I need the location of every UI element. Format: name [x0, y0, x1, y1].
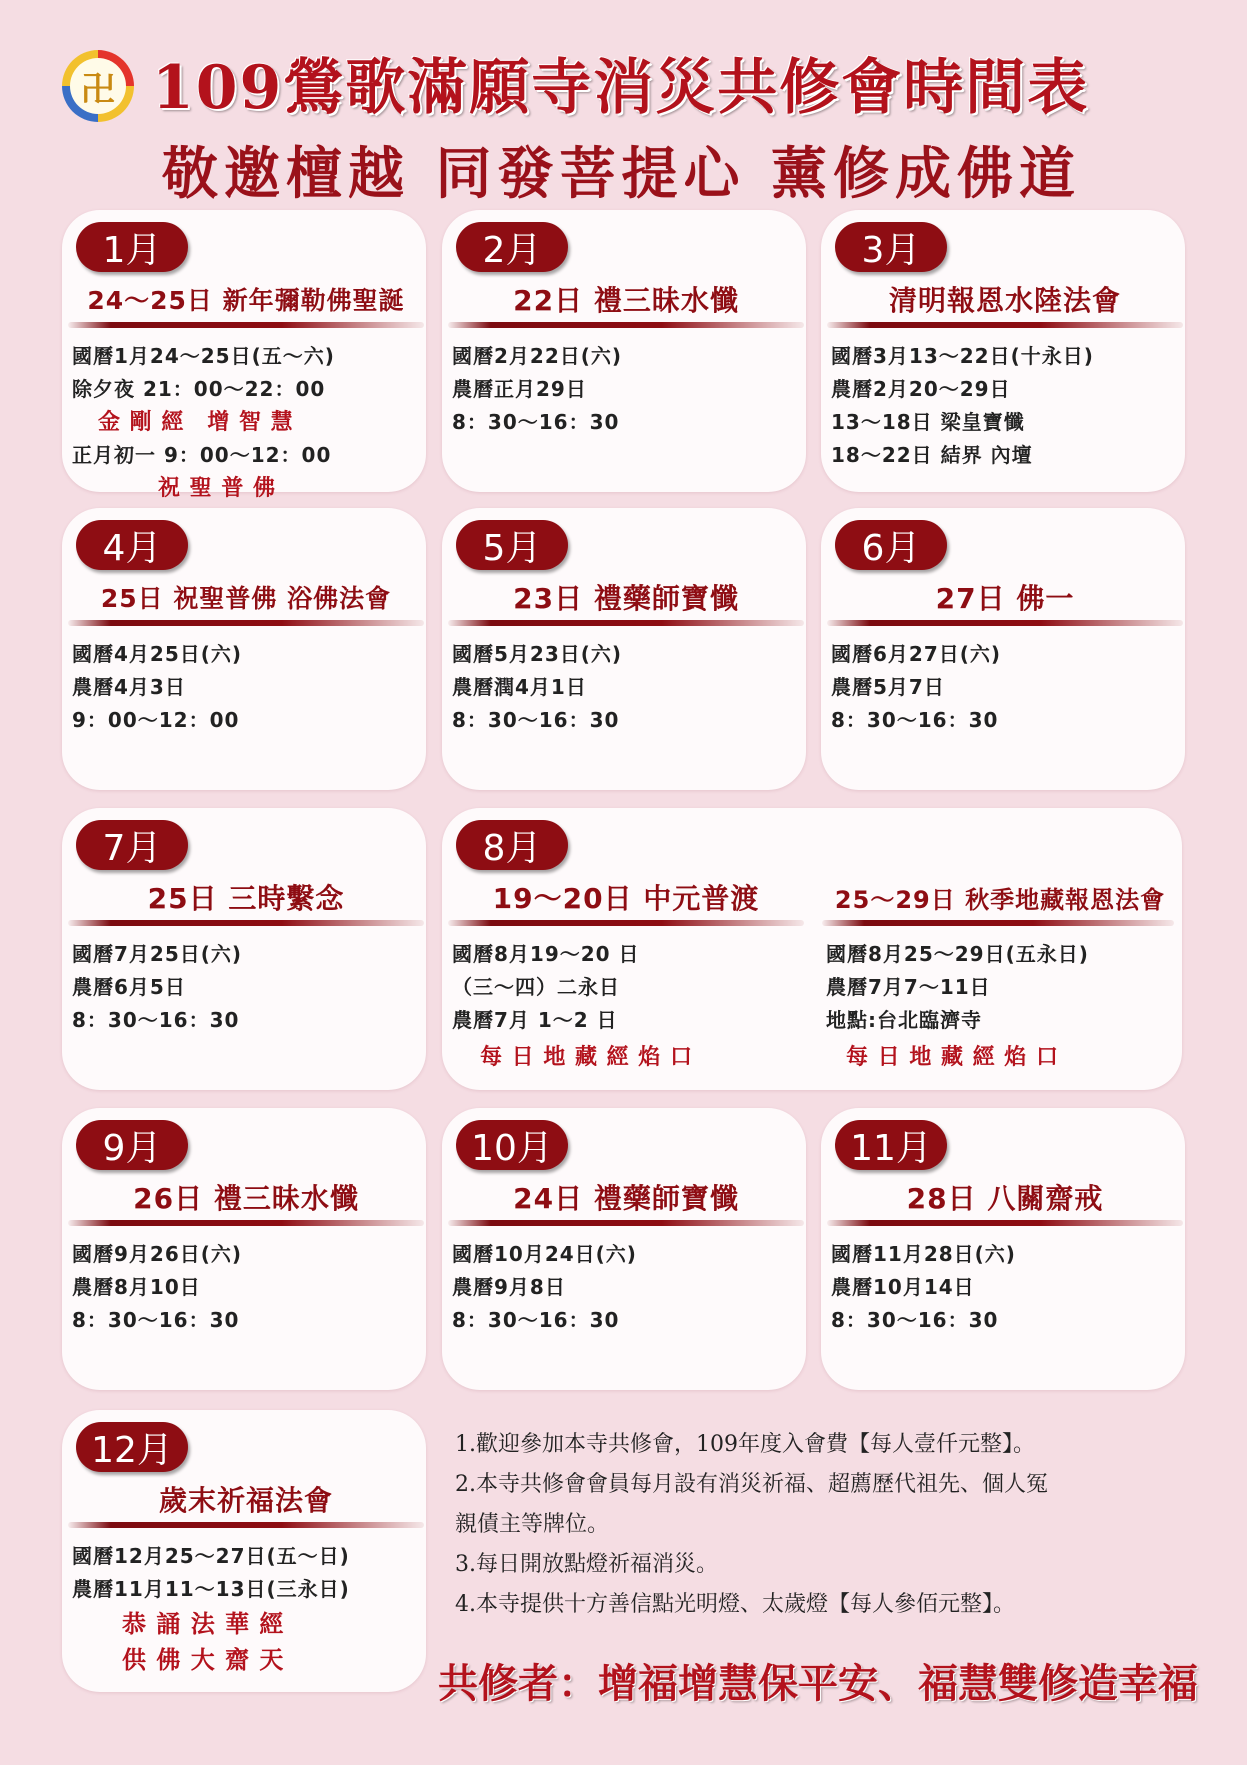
month-card-12 — [62, 1410, 426, 1692]
detail-line: （三～四）二永日 — [452, 975, 620, 999]
detail-line: 8：30～16：30 — [72, 1308, 240, 1332]
month-card-1 — [62, 210, 426, 501]
month-card-8 — [442, 808, 1182, 1090]
detail-line: 農曆10月14日 — [831, 1275, 975, 1299]
detail-line: 農曆7月 1～2 日 — [452, 1008, 618, 1032]
event-title-right: 25～29日 秋季地藏報恩法會 — [834, 885, 1166, 914]
month-card-10 — [442, 1108, 806, 1390]
detail-line: 國曆5月23日(六) — [452, 642, 623, 666]
page-title: 109鶯歌滿願寺消災共修會時間表 — [152, 53, 1090, 123]
detail-line: 國曆12月25～27日(五～日) — [72, 1544, 350, 1568]
month-badge: 9月 — [76, 1120, 188, 1170]
month-badge: 5月 — [456, 520, 568, 570]
event-title: 清明報恩水陸法會 — [888, 284, 1121, 317]
detail-line: 國曆11月28日(六) — [831, 1242, 1016, 1266]
detail-line: 農曆4月3日 — [72, 675, 186, 699]
month-badge: 2月 — [456, 222, 568, 272]
brush-stroke — [448, 920, 804, 926]
month-card-6 — [821, 508, 1185, 790]
detail-line: 國曆6月27日(六) — [831, 642, 1002, 666]
header — [0, 0, 1247, 210]
month-card-3 — [821, 210, 1185, 492]
detail-line: 國曆10月24日(六) — [452, 1242, 637, 1266]
note-item: 4.本寺提供十方善信點光明燈、太歲燈【每人參佰元整】。 — [455, 1592, 1015, 1617]
event-title: 28日 八關齋戒 — [906, 1182, 1104, 1215]
detail-highlight: 每 日 地 藏 經 焰 口 — [480, 1045, 693, 1070]
note-item: 親債主等牌位。 — [455, 1512, 610, 1537]
detail-line: 地點:台北臨濟寺 — [826, 1008, 982, 1032]
month-badge: 4月 — [76, 520, 188, 570]
detail-line: 8：30～16：30 — [831, 1308, 999, 1332]
detail-line: 國曆2月22日(六) — [452, 344, 623, 368]
event-details — [831, 340, 1094, 472]
detail-line: 農曆11月11～13日(三永日) — [72, 1577, 350, 1601]
month-badge: 10月 — [456, 1120, 568, 1170]
detail-line: 除夕夜 21：00～22：00 — [72, 377, 326, 401]
detail-line: 國曆4月25日(六) — [72, 642, 243, 666]
detail-highlight: 恭 誦 法 華 經 — [122, 1610, 285, 1638]
detail-line: 8：30～16：30 — [831, 708, 999, 732]
event-title: 25日 三時繫念 — [147, 882, 345, 915]
event-title: 24～25日 新年彌勒佛聖誕 — [87, 286, 405, 315]
notes — [455, 1425, 1215, 1625]
event-details — [72, 1540, 350, 1678]
month-badge: 8月 — [456, 820, 568, 870]
month-card-7 — [62, 808, 426, 1090]
event-details — [72, 340, 335, 505]
brush-stroke — [827, 322, 1183, 328]
detail-line: 農曆正月29日 — [452, 377, 587, 401]
detail-line: 8：30～16：30 — [452, 708, 620, 732]
month-badge: 6月 — [835, 520, 947, 570]
event-title: 23日 禮藥師寶懺 — [513, 582, 739, 615]
logo-glyph: 卍 — [70, 58, 126, 114]
brush-stroke — [68, 1522, 424, 1528]
event-details — [452, 638, 622, 737]
detail-line: 正月初一 9：00～12：00 — [72, 443, 332, 467]
event-title: 歲末祈福法會 — [158, 1484, 333, 1517]
detail-line: 9：00～12：00 — [72, 708, 240, 732]
detail-line: 農曆2月20～29日 — [831, 377, 1011, 401]
month-card-2 — [442, 210, 806, 492]
detail-line: 13～18日 梁皇寶懺 — [831, 410, 1025, 434]
detail-line: 國曆9月26日(六) — [72, 1242, 243, 1266]
detail-line: 8：30～16：30 — [72, 1008, 240, 1032]
event-title-left: 19～20日 中元普渡 — [492, 882, 760, 915]
detail-highlight: 金 剛 經 增 智 慧 — [98, 410, 294, 435]
brush-stroke — [68, 920, 424, 926]
brush-stroke — [68, 1220, 424, 1226]
month-card-4 — [62, 508, 426, 790]
brush-stroke — [822, 920, 1174, 926]
detail-highlight: 供 佛 大 齋 天 — [122, 1646, 285, 1674]
detail-line: 國曆8月25～29日(五永日) — [826, 942, 1089, 966]
month-badge: 7月 — [76, 820, 188, 870]
brush-stroke — [448, 620, 804, 626]
event-details — [452, 340, 622, 439]
event-details — [72, 638, 242, 737]
detail-line: 8：30～16：30 — [452, 1308, 620, 1332]
month-card-5 — [442, 508, 806, 790]
event-details — [831, 1238, 1016, 1337]
event-details — [72, 1238, 242, 1337]
event-details — [452, 1238, 637, 1337]
brush-stroke — [827, 620, 1183, 626]
detail-line: 8：30～16：30 — [452, 410, 620, 434]
note-item: 2.本寺共修會會員每月設有消災祈福、超薦歷代祖先、個人冤 — [455, 1472, 1048, 1497]
detail-highlight: 每 日 地 藏 經 焰 口 — [846, 1045, 1059, 1070]
event-details-left — [452, 938, 693, 1079]
note-item: 3.每日開放點燈祈福消災。 — [455, 1552, 718, 1577]
month-badge: 11月 — [835, 1120, 947, 1170]
temple-logo-icon — [62, 50, 134, 122]
note-item: 1.歡迎參加本寺共修會，109年度入會費【每人壹仟元整】。 — [455, 1432, 1035, 1457]
event-details-right — [826, 938, 1089, 1079]
detail-line: 國曆7月25日(六) — [72, 942, 243, 966]
detail-highlight: 祝 聖 普 佛 — [158, 476, 276, 501]
month-card-9 — [62, 1108, 426, 1390]
event-title: 27日 佛一 — [935, 582, 1075, 615]
detail-line: 農曆5月7日 — [831, 675, 945, 699]
month-badge: 1月 — [76, 222, 188, 272]
detail-line: 國曆1月24～25日(五～六) — [72, 344, 335, 368]
brush-stroke — [827, 1220, 1183, 1226]
detail-line: 農曆潤4月1日 — [452, 675, 587, 699]
event-title: 26日 禮三昧水懺 — [133, 1182, 359, 1215]
event-details — [72, 938, 242, 1037]
event-title: 25日 祝聖普佛 浴佛法會 — [100, 584, 392, 613]
detail-line: 農曆7月7～11日 — [826, 975, 991, 999]
detail-line: 18～22日 結界 內壇 — [831, 443, 1033, 467]
month-badge: 3月 — [835, 222, 947, 272]
brush-stroke — [448, 322, 804, 328]
month-badge: 12月 — [76, 1422, 188, 1472]
page-subtitle: 敬邀檀越 同發菩提心 薰修成佛道 — [162, 141, 1081, 207]
month-card-11 — [821, 1108, 1185, 1390]
brush-stroke — [68, 620, 424, 626]
detail-line: 國曆8月19～20 日 — [452, 942, 640, 966]
detail-line: 農曆8月10日 — [72, 1275, 201, 1299]
slogan: 共修者：增福增慧保平安、福慧雙修造幸福 — [438, 1660, 1198, 1707]
detail-line: 國曆3月13～22日(十永日) — [831, 344, 1094, 368]
detail-line: 農曆9月8日 — [452, 1275, 566, 1299]
brush-stroke — [68, 322, 424, 328]
detail-line: 農曆6月5日 — [72, 975, 186, 999]
brush-stroke — [448, 1220, 804, 1226]
event-title: 24日 禮藥師寶懺 — [513, 1182, 739, 1215]
event-details — [831, 638, 1001, 737]
event-title: 22日 禮三昧水懺 — [513, 284, 739, 317]
